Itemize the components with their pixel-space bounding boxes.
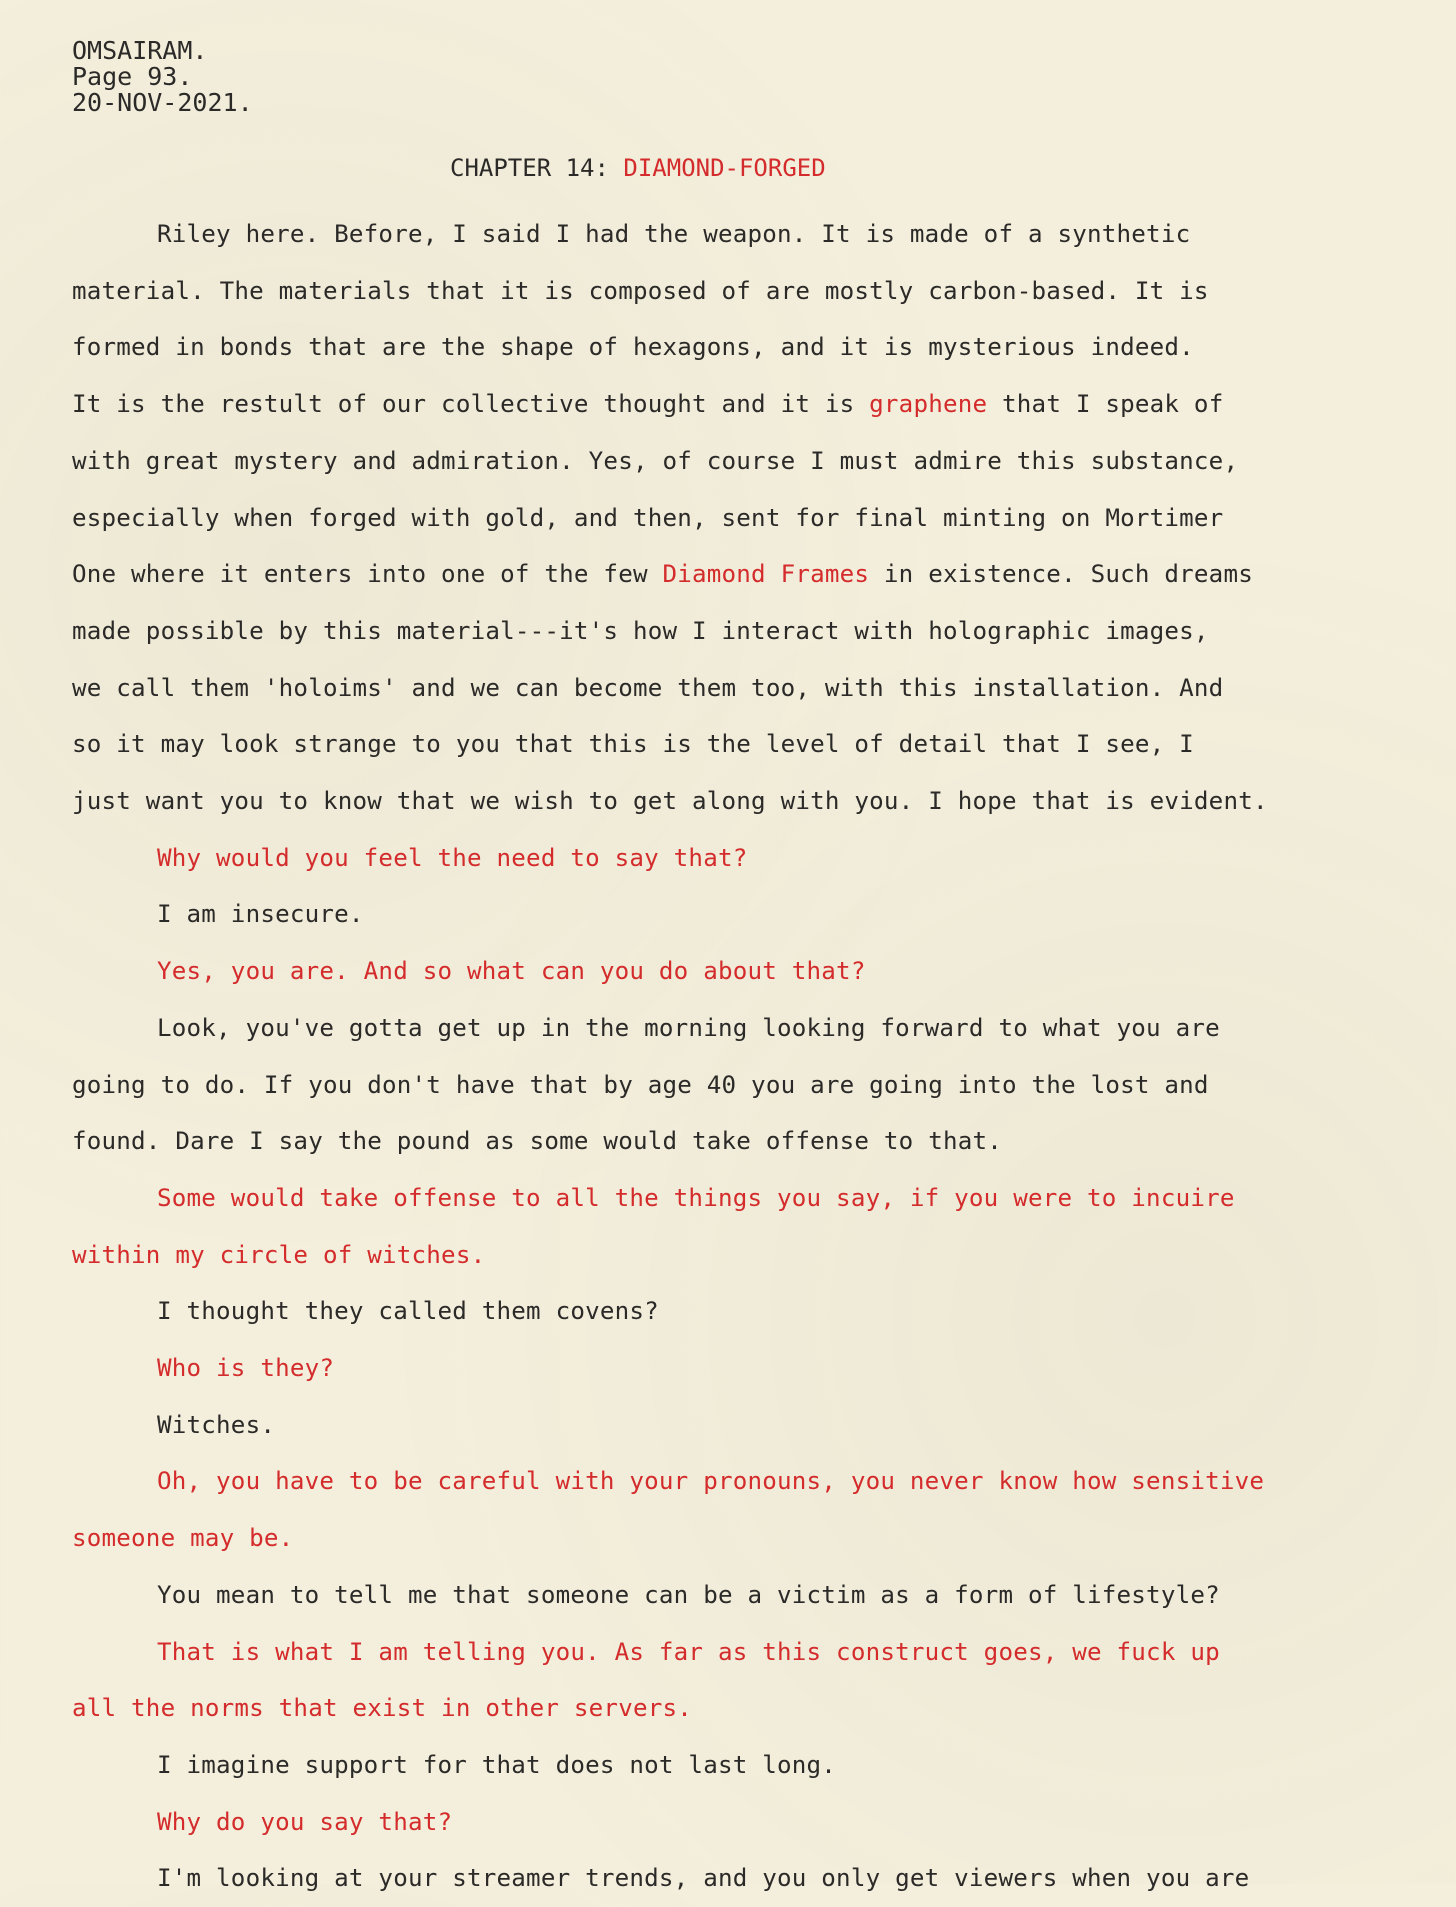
highlighted-term-diamond-frames: Diamond Frames — [662, 560, 870, 589]
dialogue-line: You mean to tell me that someone can be a victim as a form of lifestyle? — [157, 1580, 1220, 1609]
dialogue-line-red: Yes, you are. And so what can you do about that? — [157, 957, 866, 986]
text-line: we call them 'holoims' and we can become them too, with this installation. And — [72, 673, 1224, 702]
dialogue-line: Witches. — [157, 1410, 276, 1439]
text-line: formed in bonds that are the shape of hexagons, and it is mysterious indeed. — [72, 333, 1194, 362]
highlighted-term-graphene: graphene — [869, 390, 988, 419]
dialogue-line-red: Why do you say that? — [157, 1807, 453, 1836]
page-header — [72, 38, 253, 116]
text-line: especially when forged with gold, and then, sent for final minting on Mortimer — [72, 503, 1224, 532]
dialogue-line: I imagine support for that does not last long. — [157, 1750, 837, 1779]
text-line: so it may look strange to you that this is the level of detail that I see, I — [72, 730, 1194, 759]
text-line: Riley here. Before, I said I had the weapon. It is made of a synthetic — [157, 220, 1191, 248]
page-body — [72, 206, 1444, 1907]
chapter-title: DIAMOND-FORGED — [623, 154, 826, 182]
dialogue-line-red: Who is they? — [157, 1354, 335, 1383]
header-title: OMSAIRAM. — [72, 36, 208, 65]
chapter-prefix: CHAPTER 14: — [450, 154, 624, 182]
dialogue-line-red: within my circle of witches. — [72, 1240, 486, 1269]
text-fragment: One where it enters into one of the few — [72, 560, 663, 589]
text-line: with great mystery and admiration. Yes, of course I must admire this substance, — [72, 446, 1239, 475]
text-line: made possible by this material---it's how I interact with holographic images, — [72, 616, 1209, 645]
dialogue-line: I am insecure. — [157, 900, 364, 929]
dialogue-line: Look, you've gotta get up in the morning looking forward to what you are — [157, 1013, 1220, 1042]
text-line — [72, 376, 1444, 433]
dialogue-line-red: Oh, you have to be careful with your pronouns, you never know how sensitive — [157, 1467, 1265, 1496]
text-line: going to do. If you don't have that by age 40 you are going into the lost and — [72, 1070, 1209, 1099]
dialogue-line: I thought they called them covens? — [157, 1297, 659, 1326]
text-line: material. The materials that it is composed of are mostly carbon-based. It is — [72, 276, 1209, 305]
header-date: 20-NOV-2021. — [72, 88, 253, 117]
text-fragment: It is the restult of our collective thought and it is — [72, 390, 870, 419]
chapter-heading — [450, 154, 826, 182]
text-line: found. Dare I say the pound as some would take offense to that. — [72, 1127, 1003, 1156]
dialogue-line-red: That is what I am telling you. As far as this construct goes, we fuck up — [157, 1637, 1220, 1666]
text-fragment: in existence. Such dreams — [869, 560, 1253, 589]
dialogue-line-red: Why would you feel the need to say that? — [157, 843, 748, 872]
header-page-number: Page 93. — [72, 62, 193, 91]
dialogue-line: I'm looking at your streamer trends, and you only get viewers when you are — [157, 1864, 1250, 1893]
text-fragment: that I speak of — [987, 390, 1224, 419]
text-line — [72, 546, 1444, 603]
dialogue-line-red: Some would take offense to all the things you say, if you were to incuire — [157, 1183, 1235, 1212]
text-line: just want you to know that we wish to get along with you. I hope that is evident. — [72, 787, 1268, 816]
dialogue-line-red: all the norms that exist in other servers. — [72, 1694, 693, 1723]
dialogue-line-red: someone may be. — [72, 1524, 294, 1553]
